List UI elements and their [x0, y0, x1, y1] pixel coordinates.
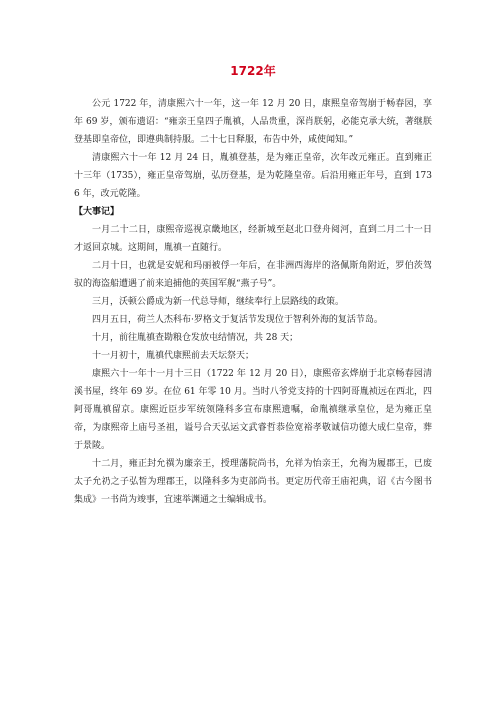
- event-paragraph: 十月，前往胤禛查勘粮仓发放屯结情况，共 28 天；: [92, 333, 299, 343]
- intro-paragraph-2: 清康熙六十一年 12 月 24 日，胤禛登基，是为雍正皇帝，次年改元雍正。直到雍正十三年（1735），雍正皇帝驾崩，弘历登基，是为乾隆皇帝。后沿用雍正年号，直到 1736 年，改元乾隆。: [74, 153, 432, 199]
- event-paragraph: 康熙六十一年十一月十三日（1722 年 12 月 20 日），康熙帝玄烨崩于北京畅春园清溪书屋，终年 69 岁。在位 61 年零 10 月。当时八爷党支持的十四阿哥胤祯远在西北，四阿哥胤禛留京。康熙近臣步军统领隆科多宣布康熙遗嘱，命胤禛继承皇位，是为雍正皇帝，为康熙帝上庙号圣祖，谥号合天弘运文武睿哲恭俭宽裕孝敬诚信功德大成仁皇帝，葬于景陵。: [74, 369, 432, 451]
- section-heading-events: 【大事记】: [74, 207, 120, 217]
- event-paragraph: 十一月初十，胤禛代康熙前去天坛祭天；: [92, 351, 255, 361]
- event-paragraph: 二月十日，也就是安妮和玛丽被俘一年后，在非洲西海岸的洛佩斯角附近，罗伯茨驾驭的海盗船遭遇了前来追捕他的英国军舰“燕子号”。: [74, 261, 432, 289]
- document-page: [74, 64, 432, 509]
- event-paragraph: 一月二十二日，康熙帝巡视京畿地区，经新城至赵北口登舟阅河，直到二月二十一日才返回京城。这期间，胤禛一直随行。: [74, 225, 432, 253]
- event-paragraph: 三月，沃顿公爵成为新一代总导师，继续奉行上层路线的政策。: [92, 297, 345, 307]
- event-paragraph: 十二月，雍正封允禩为廉亲王，授理藩院尚书，允祥为怡亲王，允祹为履郡王，已废太子允礽之子弘皙为理郡王，以隆科多为吏部尚书。更定历代帝王庙祀典，诏《古今图书集成》一书尚为竣事，宜速举渊通之士编辑成书。: [74, 459, 432, 505]
- event-paragraph: 四月五日，荷兰人杰科布·罗格文于复活节发现位于智利外海的复活节岛。: [92, 315, 383, 325]
- document-title: 1722年: [230, 64, 276, 78]
- intro-paragraph-1: 公元 1722 年，清康熙六十一年，这一年 12 月 20 日，康熙皇帝驾崩于畅春园，享年 69 岁，颁布遗诏：“雍亲王皇四子胤禛，人品贵重，深肖朕躬，必能克承大统，著继朕登基即皇帝位，即遵典制持服。二十七日释服，布告中外，咸使闻知。”: [74, 99, 432, 145]
